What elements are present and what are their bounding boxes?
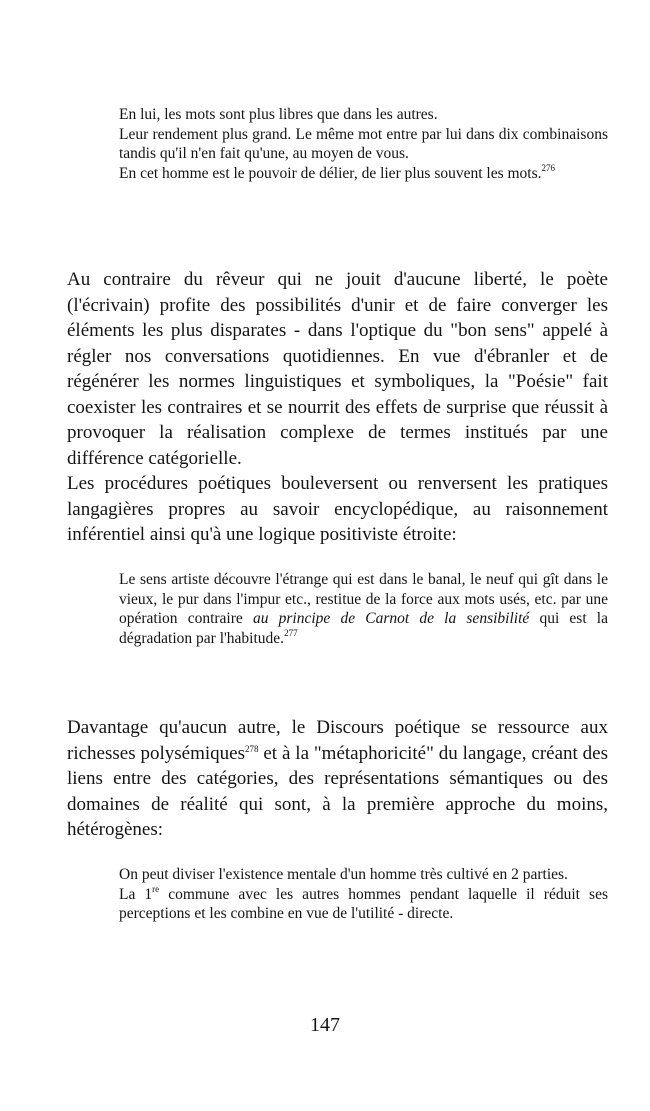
quote-1-line-3-text: En cet homme est le pouvoir de délier, de lier plus souvent les mots.: [119, 164, 542, 182]
quote-1-line-1: En lui, les mots sont plus libres que dans les autres.: [119, 106, 438, 123]
block-quote-2: [119, 570, 608, 648]
quote-2-paragraph: [119, 570, 608, 648]
body-paragraph-3-after: et à la "métaphoricité" du langage, créant des liens entre des catégories, des représentations sémantiques ou des domaines de réalité qui sont, à la première approche du moins, hétérogènes:: [67, 742, 609, 840]
quote-2-italic: au principe de Carnot de la sensibilité: [252, 610, 530, 628]
footnote-ref-277[interactable]: 277: [284, 627, 298, 638]
quote-1-line-2: Leur rendement plus grand. Le même mot entre par lui dans dix combinaisons tandis qu'il n'en fait qu'une, au moyen de vous.: [119, 125, 608, 163]
block-quote-1: [119, 105, 608, 183]
block-quote-3: [119, 865, 608, 924]
body-paragraph-1-text: Au contraire du rêveur qui ne jouit d'aucune liberté, le poète (l'écrivain) profite des possibilités d'unir et de faire converger les éléments les plus disparates - dans l'optique du "bon sens" appelé à régler nos conversations quotidiennes. En vue d'ébranler et de régénérer les normes linguistiques et symboliques, la "Poésie" fait coexister les contraires et se nourrit des effets de surprise que réussit à provoquer la réalisation complexe de termes institués par une différence catégorielle.: [67, 269, 608, 469]
quote-2-text-before: Le sens artiste découvre l'étrange qui est dans le banal, le neuf qui gît dans le vieux, le pur dans l'impur etc., restitue de la force aux mots usés, etc. par une opération contraire: [119, 571, 608, 628]
body-paragraph-3-before: Davantage qu'aucun autre, le Discours poétique se ressource aux richesses polysémiques: [67, 717, 608, 764]
quote-3-line-2-before: La 1: [119, 885, 153, 903]
quote-3-line-2-after: commune avec les autres hommes pendant laquelle il réduit ses perceptions et les combine en vue de l'utilité - directe.: [119, 885, 608, 923]
body-paragraph-2-text: Les procédures poétiques bouleversent ou renversent les pratiques langagières propres au savoir encyclopédique, au raisonnement inférentiel ainsi qu'à une logique positiviste étroite:: [67, 473, 608, 545]
ordinal-superscript: re: [152, 883, 160, 894]
quote-3-line-2: [119, 885, 608, 924]
page-number: 147: [310, 1014, 340, 1036]
body-section-1: [67, 267, 608, 548]
body-paragraph-3: [67, 715, 608, 843]
quote-2-text-after: qui est la dégradation par l'habitude.: [119, 610, 608, 647]
body-paragraph-2: [67, 471, 608, 548]
footnote-ref-278[interactable]: 278: [244, 743, 259, 754]
quote-1-line-3: [119, 164, 608, 184]
footnote-ref-276[interactable]: 276: [541, 162, 556, 173]
body-paragraph-1: [67, 267, 608, 471]
body-section-2: [67, 715, 608, 843]
quote-3-line-1: On peut diviser l'existence mentale d'un homme très cultivé en 2 parties.: [119, 866, 568, 883]
